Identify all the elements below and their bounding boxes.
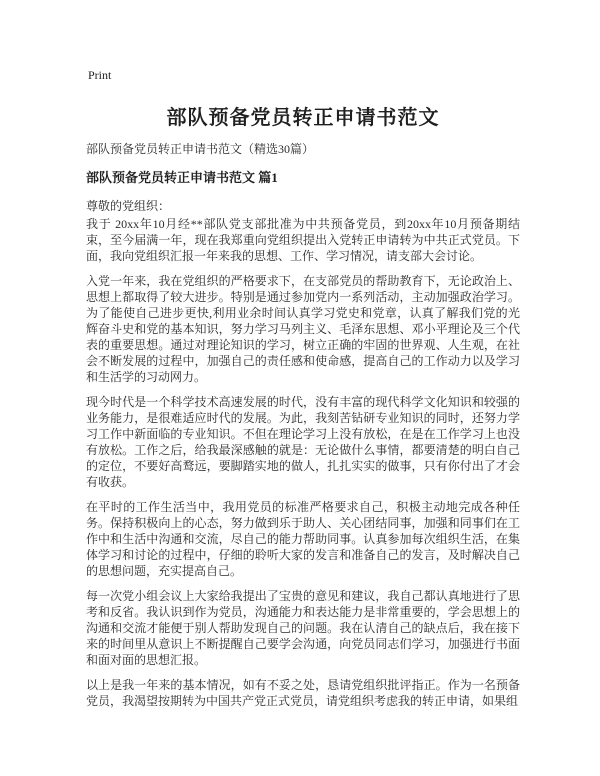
- salutation-line: 尊敬的党组织：: [86, 199, 171, 213]
- body-paragraph-3: 现今时代是一个科学技术高速发展的时代，没有丰富的现代科学文化知识和较强的业务能力，是很难适应时代的发展。为此，我刻苦钻研专业知识的同时，还努力学习工作中新面临的专业知识。不但在理论学习上没有放松，在是在工作学习上也没有放松。工作之后，给我最深感触的就是：无论做什么事情，都要清楚的明白自己的定位，不要好高鹜远，要脚踏实地的做人，扎扎实实的做事，只有你付出了才会有收获。: [86, 395, 520, 489]
- body-paragraph-1: 我于 20xx年10月经**部队党支部批准为中共预备党员，到20xx年10月预备期结束，至今届满一年，现在我郑重向党组织提出入党转正申请转为中共正式党员。下面，我向党组织汇报一年来我的思想、工作、学习情况，请支部大会讨论。: [86, 217, 520, 263]
- section-heading: 部队预备党员转正申请书范文 篇1: [86, 170, 278, 185]
- document-subtitle: 部队预备党员转正申请书范文（精选30篇）: [86, 142, 315, 156]
- print-button[interactable]: Print: [88, 68, 112, 82]
- body-paragraph-2: 入党一年来，我在党组织的严格要求下，在支部党员的帮助教育下，无论政治上、思想上都取得了较大进步。特别是通过参加党内一系列活动，主动加强政治学习。为了能使自己进步更快,利用业余时间认真学习党史和党章，认真了解我们党的光辉奋斗史和党的基本知识，努力学习马列主义、毛泽东思想、邓小平理论及三个代表的重要思想。通过对理论知识的学习，树立正确的牢固的世界观、人生观，在社会不断发展的过程中，加强自己的责任感和使命感，提高自己的工作动力以及学习和生活学的习动网力。: [86, 274, 520, 384]
- body-paragraph-6: 以上是我一年来的基本情况，如有不妥之处，恳请党组织批评指正。作为一名预备党员，我渴望按期转为中国共产党正式党员，请党组织考虑我的转正申请，如果组: [86, 678, 520, 708]
- body-paragraph-4: 在平时的工作生活当中，我用党员的标准严格要求自己，积极主动地完成各种任务。保持积极向上的心态，努力做到乐于助人、关心团结同事，加强和同事们在工作中和生活中沟通和交流，尽自己的能力帮助同事。认真参加每次组织生活，在集体学习和讨论的过程中，仔细的聆听大家的发言和准备自己的发言，及时解决自己的思想问题，充实提高自己。: [86, 500, 520, 578]
- page-title: 部队预备党员转正申请书范文: [166, 107, 440, 129]
- body-paragraph-5: 每一次党小组会议上大家给我提出了宝贵的意见和建议，我自己都认真地进行了思考和反省。我认识到作为党员，沟通能力和表达能力是非常重要的，学会思想上的沟通和交流才能便于别人帮助发现自己的问题。我在认清自己的缺点后，我在接下来的时间里从意识上不断提醒自己要学会沟通，向党员同志们学习，加强进行书面和面对面的思想汇报。: [86, 589, 520, 667]
